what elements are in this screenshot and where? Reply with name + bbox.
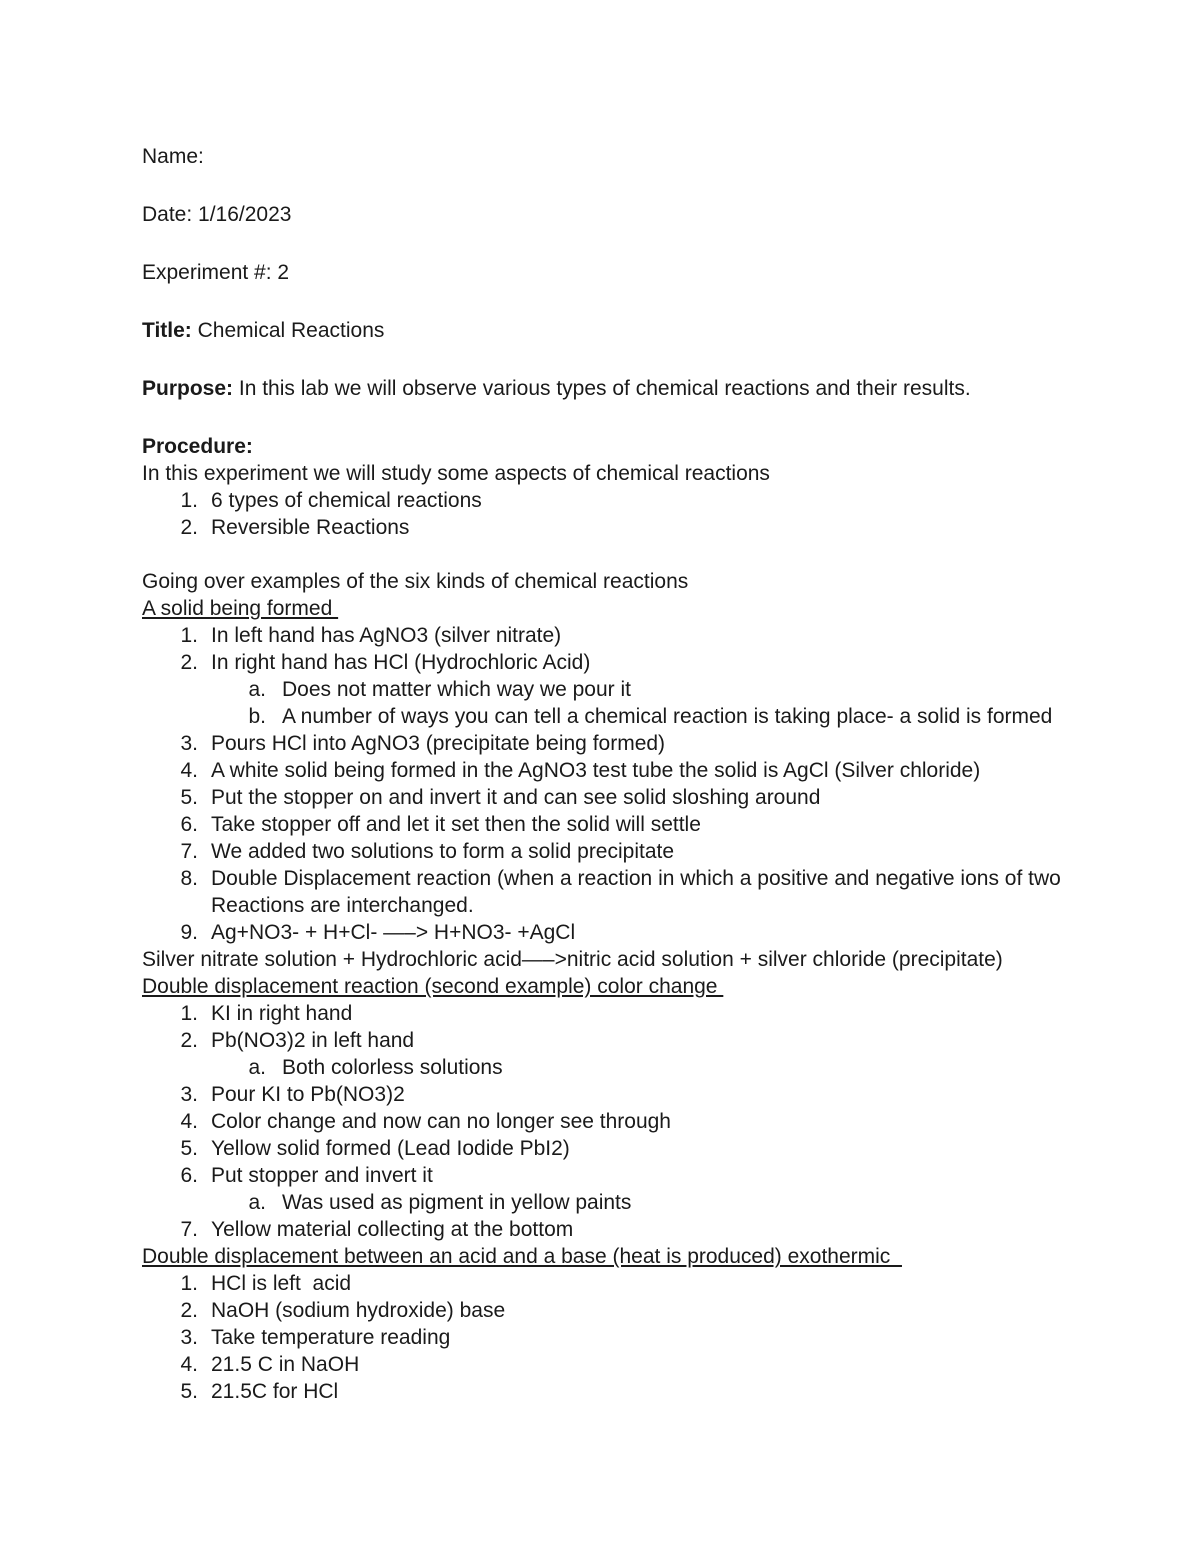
purpose-line	[142, 375, 1182, 402]
section2-heading: Double displacement reaction (second example) color change	[142, 975, 724, 998]
list-item: 2. In right hand has HCl (Hydrochloric Acid)	[180, 651, 591, 674]
section1-summary: Silver nitrate solution + Hydrochloric acid—–>nitric acid solution + silver chloride (precipitate)	[142, 948, 1003, 971]
list-item: 5. Put the stopper on and invert it and can see solid sloshing around	[180, 786, 821, 809]
sub-list-item: a. Was used as pigment in yellow paints	[248, 1191, 632, 1214]
overview-line: Going over examples of the six kinds of chemical reactions	[142, 570, 689, 593]
experiment-label: Experiment #:	[142, 261, 272, 284]
list-item: 3. Take temperature reading	[180, 1326, 451, 1349]
section1-heading: A solid being formed	[142, 597, 339, 620]
list-item: 2. NaOH (sodium hydroxide) base	[180, 1299, 506, 1322]
purpose-label: Purpose:	[142, 377, 234, 400]
date-label: Date:	[142, 203, 193, 226]
list-item: 1. In left hand has AgNO3 (silver nitrate)	[180, 624, 562, 647]
list-item-continuation: Reactions are interchanged.	[211, 894, 474, 917]
list-item: 6. Take stopper off and let it set then the solid will settle	[180, 813, 701, 836]
name-label: Name:	[142, 145, 204, 168]
title-line	[142, 317, 1182, 344]
list-item: 2. Reversible Reactions	[180, 516, 410, 539]
title-label: Title:	[142, 319, 192, 342]
list-item: 6. Put stopper and invert it	[180, 1164, 433, 1187]
list-item: 7. We added two solutions to form a solid precipitate	[180, 840, 675, 863]
list-item: 5. Yellow solid formed (Lead Iodide PbI2)	[180, 1137, 570, 1160]
list-item: 4. Color change and now can no longer see through	[180, 1110, 671, 1133]
list-item: 3. Pours HCl into AgNO3 (precipitate being formed)	[180, 732, 666, 755]
list-item: 3. Pour KI to Pb(NO3)2	[180, 1083, 405, 1106]
purpose-value: In this lab we will observe various types of chemical reactions and their results.	[238, 377, 971, 400]
list-item: 1. HCl is left acid	[180, 1272, 352, 1295]
sub-list-item: b. A number of ways you can tell a chemical reaction is taking place- a solid is formed	[248, 705, 1053, 728]
procedure-intro: In this experiment we will study some aspects of chemical reactions	[142, 462, 770, 485]
list-item: 1. KI in right hand	[180, 1002, 353, 1025]
document-page	[142, 143, 1182, 1405]
list-item: 4. 21.5 C in NaOH	[180, 1353, 360, 1376]
list-item: 2. Pb(NO3)2 in left hand	[180, 1029, 415, 1052]
procedure-heading: Procedure:	[142, 435, 253, 458]
section3-heading: Double displacement between an acid and a base (heat is produced) exothermic	[142, 1245, 902, 1268]
list-item: 9. Ag+NO3- + H+Cl- —–> H+NO3- +AgCl	[180, 921, 576, 944]
list-item: 7. Yellow material collecting at the bottom	[180, 1218, 574, 1241]
experiment-value: 2	[277, 261, 290, 284]
list-item: 4. A white solid being formed in the AgNO3 test tube the solid is AgCl (Silver chloride)	[180, 759, 981, 782]
date-value: 1/16/2023	[198, 203, 292, 226]
sub-list-item: a. Both colorless solutions	[248, 1056, 503, 1079]
title-value: Chemical Reactions	[197, 319, 385, 342]
name-line	[142, 143, 1182, 170]
experiment-line	[142, 259, 1182, 286]
list-item: 5. 21.5C for HCl	[180, 1380, 339, 1403]
sub-list-item: a. Does not matter which way we pour it	[248, 678, 631, 701]
date-line	[142, 201, 1182, 228]
list-item: 1. 6 types of chemical reactions	[180, 489, 482, 512]
list-item: 8. Double Displacement reaction (when a reaction in which a positive and negative ions of two	[180, 867, 1061, 890]
